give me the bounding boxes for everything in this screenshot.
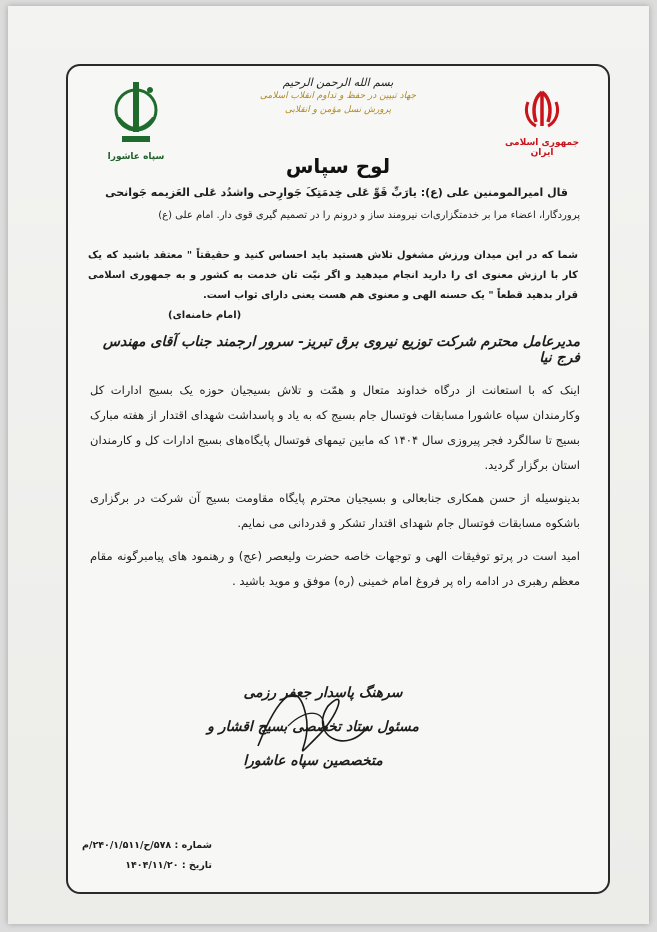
leader-quote-text: شما که در این میدان ورزش مشغول تلاش هستید باید احساس کنید و حقیقتاً " معتقد باشید که یک کار با ارزش معنوی ای را دارید انجام میدهید و اگر نیّت تان خدمت به کشور و به جمهوری اسلامی قرار بدهید قطعاً " یک حسنه الهی و معنوی هم هست یعنی دارای ثواب است. <box>88 250 578 301</box>
hadith-translation: پروردگارا، اعضاء مرا بر خدمتگزاری‌ات نیرومند ساز و درونم را در تصمیم گیری قوی دار. امام علی (ع) <box>158 210 580 221</box>
body-paragraph-2: بدینوسیله از حسن همکاری جنابعالی و بسیجیان محترم پایگاه مقاومت بسیج آن شرکت در برگزاری باشکوه مسابقات فوتسال جام شهدای اقتدار تشکر و قدردانی می نمایم. <box>90 491 580 530</box>
body-text <box>90 378 580 602</box>
document-number: شماره : ۵۷۸/ح/۲۴۰/۱/۵۱۱/م <box>82 840 212 851</box>
document-date: تاریخ : ۱۴۰۴/۱۱/۲۰ <box>125 860 212 871</box>
recipient-line: مدیرعامل محترم شرکت توزیع نیروی برق تبریز- سرور ارجمند جناب آقای مهندس فرج نیا <box>102 334 580 366</box>
irgc-emblem-icon <box>108 78 164 150</box>
leader-quote-attribution: (امام خامنه‌ای) <box>168 310 242 321</box>
iran-emblem <box>502 88 582 158</box>
iran-emblem-icon <box>502 88 582 136</box>
irgc-caption: سپاه عاشورا <box>107 152 165 162</box>
signer-title: مسئول ستاد تخصصی بسیج اقشار و متخصصین سپاه عاشورا <box>207 719 419 769</box>
slogan-line-2: پرورش نسل مؤمن و انقلابی <box>284 105 392 115</box>
signature-block <box>188 676 438 778</box>
body-paragraph-3: امید است در پرتو توفیقات الهی و توجهات خاصه حضرت ولیعصر (عج) و رهنمود های پیامبرگونه مقام معظم رهبری در ادامه راه پر فروغ امام خمینی (ره) موفق و موید باشید . <box>90 549 580 588</box>
page-title: لوح سپاس <box>285 154 391 178</box>
certificate-frame <box>66 64 610 894</box>
leader-quote <box>88 246 578 326</box>
document-meta <box>82 836 212 876</box>
hadith-line: قال امیرالمومنین علی (ع): یارَبِّ قَوِّ عَلی خِدمَتِکَ جَوارِحی واشدُد عَلی العَزیمه جَوانحی <box>105 186 568 199</box>
irgc-emblem <box>96 78 176 162</box>
signer-name: سرهنگ پاسدار جعفر رزمی <box>243 685 403 701</box>
iran-caption: جمهوری اسلامی ایران <box>504 138 580 158</box>
paper-sheet <box>8 6 649 924</box>
header-block <box>208 76 468 117</box>
slogan-line-1: جهاد تبیین در حفظ و تداوم انقلاب اسلامی <box>259 91 417 101</box>
body-paragraph-1: اینک که با استعانت از درگاه خداوند متعال و همّت و تلاش بسیجیان حوزه یک بسیج ادارات کل وکارمندان سپاه عاشورا مسابقات فوتسال جام بسیج که به یاد و پاسداشت شهدای اقتدار از هفته مبارک بسیج تا سالگرد فجر پیروزی سال ۱۴۰۴ که مابین تیمهای فوتسال پایگاه‌های بسیج ادارات کل و کارمندان استان برگزار گردید. <box>90 383 580 472</box>
basmala: بسم الله الرحمن الرحیم <box>282 76 394 89</box>
